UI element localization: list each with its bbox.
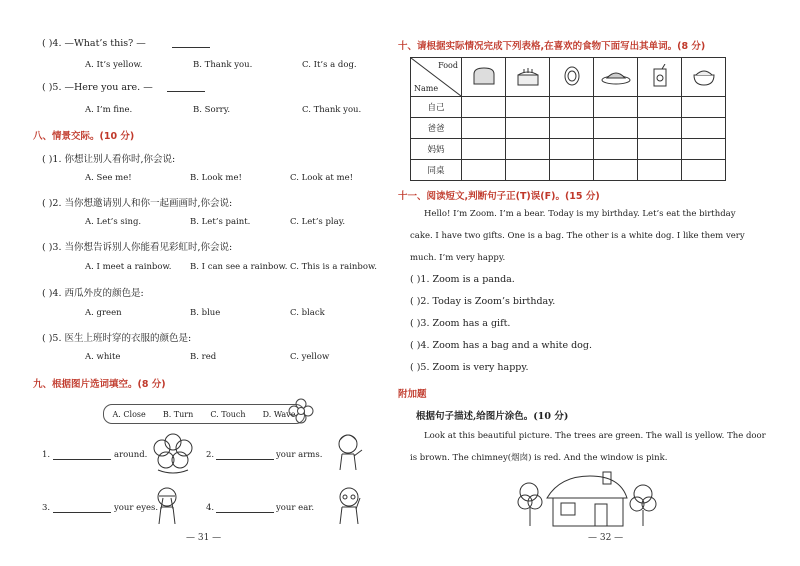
s8-q4-option-a: A. green [85,308,122,318]
row-label-deskmate: 同桌 [411,160,462,181]
table-cell[interactable] [506,160,550,181]
table-cell[interactable] [550,139,594,160]
tf-item-1: ( )1. Zoom is a panda. [410,274,515,285]
fill-1-blank[interactable] [53,459,111,460]
extra-subtitle: 根据句子描述,给图片涂色。(10 分) [416,411,569,422]
fill-4-number: 4. [206,503,215,513]
table-cell[interactable] [638,139,682,160]
s8-q2-option-a: A. Let’s sing. [85,217,142,227]
chicken-plate-icon [600,66,632,86]
fill-3-blank[interactable] [53,512,111,513]
house-with-trees-illustration-icon [515,470,660,528]
page-number-right: — 32 — [588,533,624,543]
tf-item-2: ( )2. Today is Zoom’s birthday. [410,296,556,307]
extra-para-line-2: is brown. The chimney(烟囱) is red. And the window is pink. [410,453,668,463]
food-table [410,57,726,181]
food-col-rice [682,58,726,97]
juice-box-icon [647,64,673,88]
q4-option-c: C. It’s a dog. [302,60,357,70]
table-cell[interactable] [462,118,506,139]
table-cell[interactable] [594,97,638,118]
extra-section-title: 附加题 [398,389,427,400]
s8-q5-option-a: A. white [85,352,121,362]
s8-q5-label: ( )5. 医生上班时穿的衣服的颜色是: [42,333,192,344]
table-cell[interactable] [462,160,506,181]
girl-touching-ear-illustration-icon [332,484,366,528]
fill-2-tail: your arms. [276,450,323,460]
boy-covering-eyes-illustration-icon [150,484,184,528]
table-cell[interactable] [682,97,726,118]
section-8-title: 八、情景交际。(10 分) [33,131,135,142]
passage-line-3: much. I’m very happy. [410,253,506,263]
table-cell[interactable] [638,118,682,139]
word-option-c: C. Touch [210,409,246,419]
word-option-a: A. Close [112,409,146,419]
word-option-d: D. Wave [262,409,296,419]
q5-option-a: A. I’m fine. [85,105,133,115]
tf-item-3: ( )3. Zoom has a gift. [410,318,511,329]
q5-option-b: B. Sorry. [193,105,231,115]
row-label-self: 自己 [411,97,462,118]
girl-waving-illustration-icon [332,432,364,474]
s8-q3-option-c: C. This is a rainbow. [290,262,377,272]
section-10-title: 十、请根据实际情况完成下列表格,在喜欢的食物下面写出其单词。(8 分) [398,41,706,52]
table-cell[interactable] [550,118,594,139]
table-cell[interactable] [506,139,550,160]
s8-q3-option-b: B. I can see a rainbow. [190,262,288,272]
table-cell[interactable] [682,118,726,139]
egg-icon [559,65,585,87]
fill-3-number: 3. [42,503,51,513]
cake-icon [515,65,541,87]
section-11-title: 十一、阅读短文,判断句子正(T)误(F)。(15 分) [398,191,600,202]
q4-label: ( )4. —What’s this? — [42,38,146,49]
food-col-cake [506,58,550,97]
s8-q5-option-b: B. red [190,352,217,362]
s8-q2-label: ( )2. 当你想邀请别人和你一起画画时,你会说: [42,198,233,209]
name-header-label: Name [414,84,439,93]
s8-q2-option-c: C. Let’s play. [290,217,346,227]
s8-q4-option-c: C. black [290,308,325,318]
table-cell[interactable] [506,118,550,139]
s8-q3-label: ( )3. 当你想告诉别人你能看见彩虹时,你会说: [42,242,233,253]
fill-3-tail: your eyes. [114,503,159,513]
table-cell[interactable] [462,139,506,160]
food-col-egg [550,58,594,97]
q4-option-b: B. Thank you. [193,60,253,70]
table-cell[interactable] [594,160,638,181]
table-cell[interactable] [682,160,726,181]
table-cell[interactable] [506,97,550,118]
extra-para-line-1: Look at this beautiful picture. The trees are green. The wall is yellow. The door [424,431,766,441]
fill-1-number: 1. [42,450,51,460]
section-9-title: 九、根据图片选词填空。(8 分) [33,379,166,390]
tf-item-4: ( )4. Zoom has a bag and a white dog. [410,340,593,351]
s8-q5-option-c: C. yellow [290,352,330,362]
rice-bowl-icon [691,65,717,87]
table-cell[interactable] [550,160,594,181]
fill-4-blank[interactable] [216,512,274,513]
children-group-illustration-icon [150,432,196,474]
table-cell[interactable] [594,139,638,160]
table-header-corner [411,58,462,97]
bread-icon [471,66,497,86]
s8-q4-label: ( )4. 西瓜外皮的颜色是: [42,288,144,299]
flower-decoration-icon [288,398,314,424]
table-cell[interactable] [550,97,594,118]
fill-2-blank[interactable] [216,459,274,460]
fill-4-tail: your ear. [276,503,315,513]
table-cell[interactable] [638,97,682,118]
q4-answer-blank[interactable] [172,47,210,48]
s8-q2-option-b: B. Let’s paint. [190,217,251,227]
passage-line-1: Hello! I’m Zoom. I’m a bear. Today is my birthday. Let’s eat the birthday [424,209,736,219]
table-cell[interactable] [682,139,726,160]
fill-2-number: 2. [206,450,215,460]
food-header-label: Food [438,61,458,70]
s8-q1-label: ( )1. 你想让别人看你时,你会说: [42,154,176,165]
page-number-left: — 31 — [186,533,222,543]
food-col-bread [462,58,506,97]
row-label-dad: 爸爸 [411,118,462,139]
table-cell[interactable] [462,97,506,118]
table-cell[interactable] [638,160,682,181]
s8-q1-option-b: B. Look me! [190,173,242,183]
s8-q1-option-a: A. See me! [85,173,132,183]
table-cell[interactable] [594,118,638,139]
s8-q1-option-c: C. Look at me! [290,173,354,183]
q4-option-a: A. It’s yellow. [85,60,143,70]
q5-option-c: C. Thank you. [302,105,362,115]
tf-item-5: ( )5. Zoom is very happy. [410,362,529,373]
q5-label: ( )5. —Here you are. — [42,82,153,93]
food-col-chicken [594,58,638,97]
fill-1-tail: around. [114,450,148,460]
s8-q4-option-b: B. blue [190,308,221,318]
s8-q3-option-a: A. I meet a rainbow. [85,262,172,272]
passage-line-2: cake. I have two gifts. One is a bag. The other is a white dog. I like them very [410,231,745,241]
q5-answer-blank[interactable] [167,91,205,92]
word-option-b: B. Turn [162,409,194,419]
row-label-mom: 妈妈 [411,139,462,160]
food-col-juice [638,58,682,97]
word-bank-box [103,404,305,424]
